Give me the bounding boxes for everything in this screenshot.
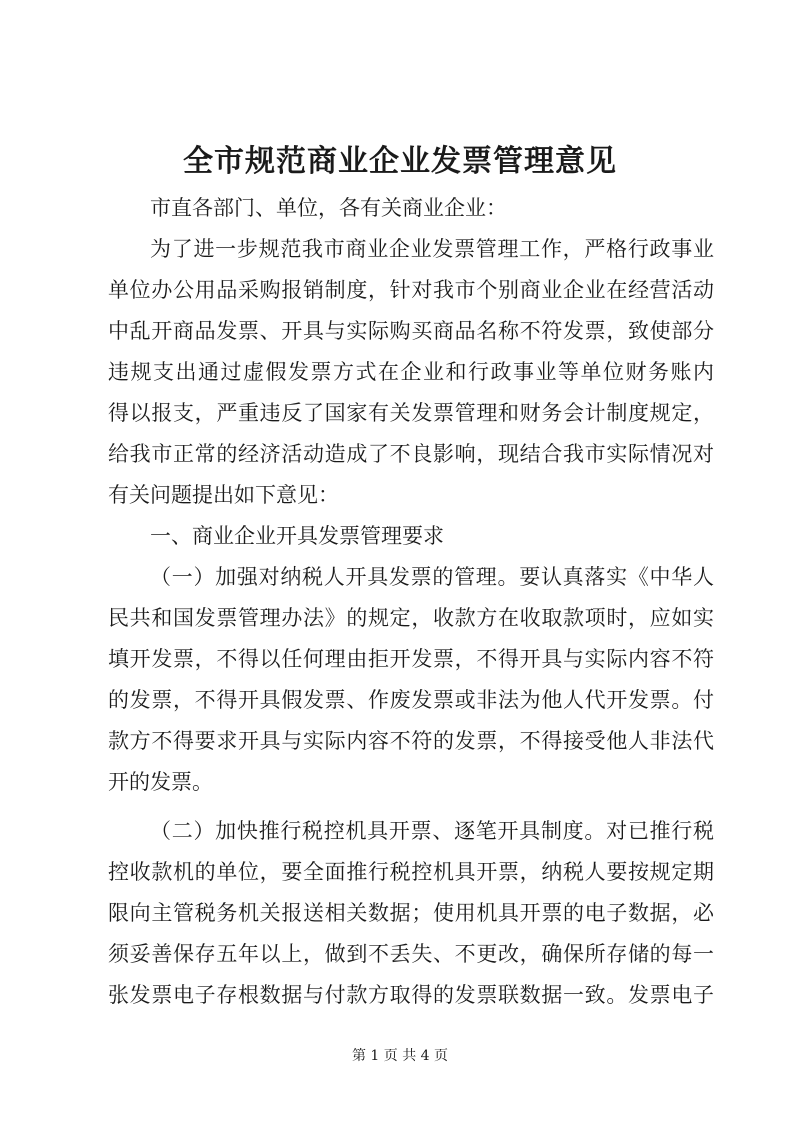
intro-line: 给我市正常的经济活动造成了不良影响，现结合我市实际情况对 (108, 442, 714, 466)
section-heading: 一、商业企业开具发票管理要求 (150, 524, 444, 548)
paragraph-gap (108, 803, 714, 811)
document-body (108, 188, 714, 1016)
intro-line: 违规支出通过虚假发票方式在企业和行政事业等单位财务账内 (108, 360, 714, 384)
salutation: 市直各部门、单位，各有关商业企业： (150, 196, 507, 220)
item1-line: （一）加强对纳税人开具发票的管理。要认真落实《中华人 (150, 565, 714, 589)
item2-line: 控收款机的单位，要全面推行税控机具开票，纳税人要按规定期 (108, 860, 714, 884)
item2-line: （二）加快推行税控机具开票、逐笔开具制度。对已推行税 (150, 819, 714, 843)
intro-line: 得以报支，严重违反了国家有关发票管理和财务会计制度规定， (108, 401, 714, 425)
item2-line: 张发票电子存根数据与付款方取得的发票联数据一致。发票电子 (108, 983, 714, 1007)
item1-line: 款方不得要求开具与实际内容不符的发票，不得接受他人非法代 (108, 729, 714, 753)
page-footer: 第 1 页 共 4 页 (351, 1048, 449, 1064)
item1-line: 填开发票，不得以任何理由拒开发票，不得开具与实际内容不符 (108, 647, 714, 671)
document-title: 全市规范商业企业发票管理意见 (183, 144, 617, 179)
item1-line: 民共和国发票管理办法》的规定，收款方在收取款项时，应如实 (108, 606, 714, 630)
intro-line: 有关问题提出如下意见： (108, 483, 339, 507)
item2-line: 限向主管税务机关报送相关数据；使用机具开票的电子数据，必 (108, 901, 714, 925)
intro-line: 单位办公用品采购报销制度，针对我市个别商业企业在经营活动 (108, 278, 714, 302)
item1-line: 开的发票。 (108, 770, 213, 794)
item1-line: 的发票，不得开具假发票、作废发票或非法为他人代开发票。付 (108, 688, 714, 712)
intro-line: 中乱开商品发票、开具与实际购买商品名称不符发票，致使部分 (108, 319, 714, 343)
intro-line: 为了进一步规范我市商业企业发票管理工作，严格行政事业 (150, 237, 714, 261)
item2-line: 须妥善保存五年以上，做到不丢失、不更改，确保所存储的每一 (108, 942, 714, 966)
